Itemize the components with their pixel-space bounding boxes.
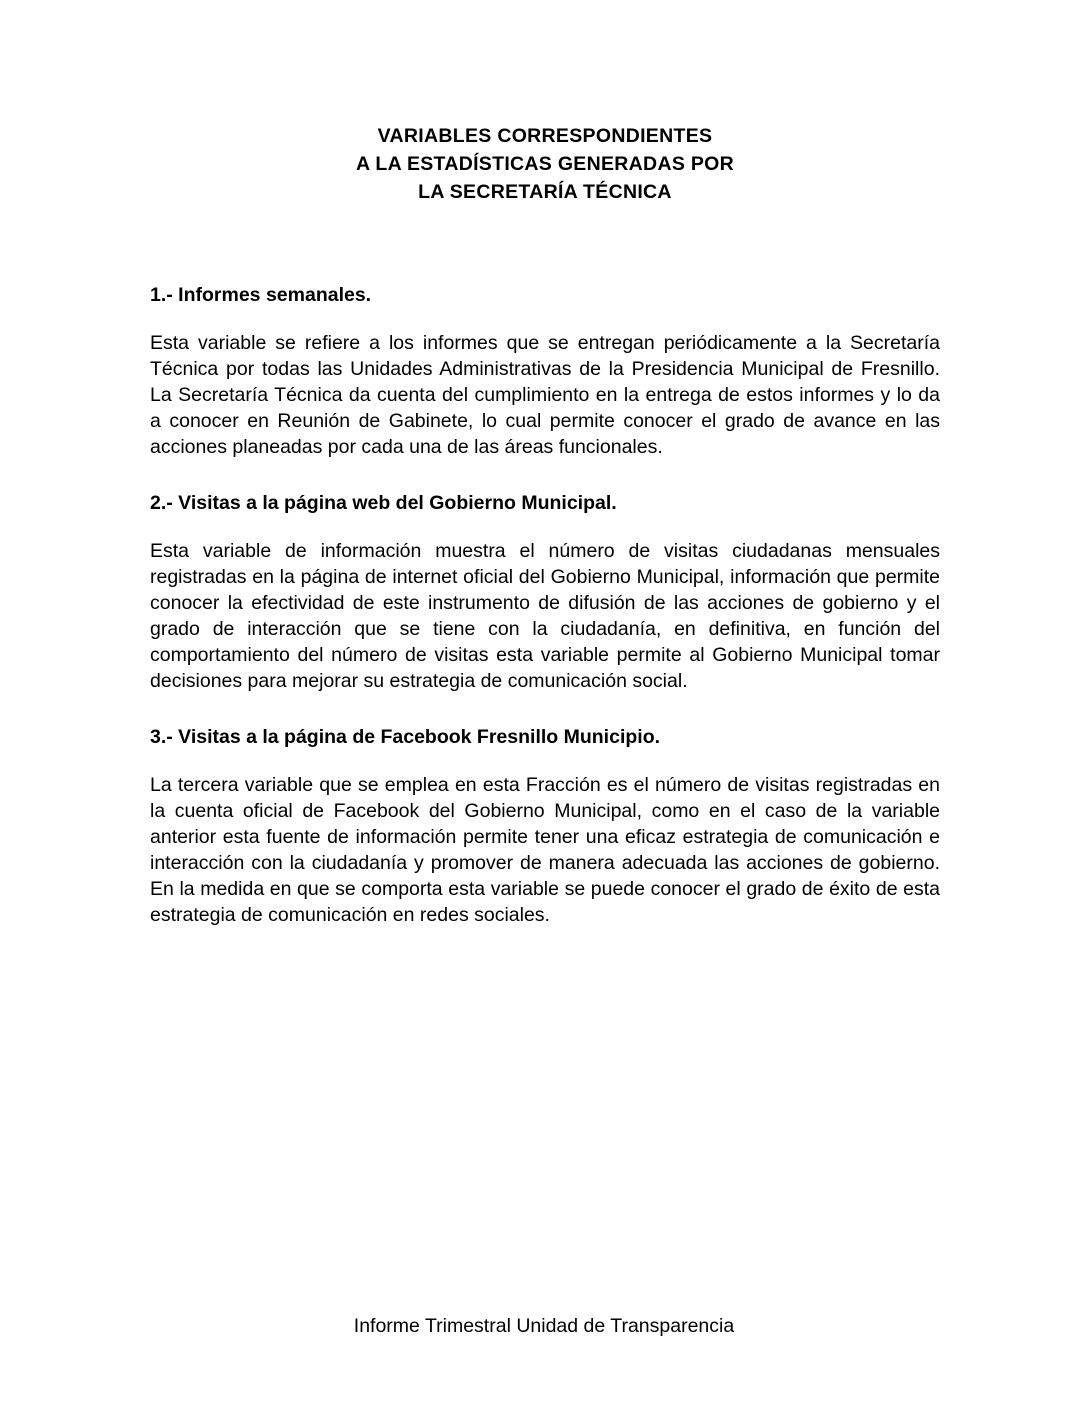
section-1-heading: 1.- Informes semanales. xyxy=(150,284,372,306)
document-title-line-3: LA SECRETARÍA TÉCNICA xyxy=(418,181,672,203)
section-visitas-pagina-web xyxy=(150,490,940,694)
document-title xyxy=(150,122,940,206)
section-1-body: Esta variable se refiere a los informes que se entregan periódicamente a la Secretaría Técnica por todas las Unidades Administrativas de la Presidencia Municipal de Fresnillo. La Secretaría Técnica da cuenta del cumplimiento en la entrega de estos informes y lo da a conocer en Reunión de Gabinete, lo cual permite conocer el grado de avance en las acciones planeadas por cada una de las áreas funcionales. xyxy=(150,332,940,458)
section-informes-semanales xyxy=(150,282,940,460)
document-footer: Informe Trimestral Unidad de Transparencia xyxy=(353,1315,735,1337)
section-2-body: Esta variable de información muestra el número de visitas ciudadanas mensuales registradas en la página de internet oficial del Gobierno Municipal, información que permite conocer la efectividad de este instrumento de difusión de las acciones de gobierno y el grado de interacción que se tiene con la ciudadanía, en definitiva, en función del comportamiento del número de visitas esta variable permite al Gobierno Municipal tomar decisiones para mejorar su estrategia de comunicación social. xyxy=(150,540,940,692)
section-3-body: La tercera variable que se emplea en esta Fracción es el número de visitas registradas en la cuenta oficial de Facebook del Gobierno Municipal, como en el caso de la variable anterior esta fuente de información permite tener una eficaz estrategia de comunicación e interacción con la ciudadanía y promover de manera adecuada las acciones de gobierno. En la medida en que se comporta esta variable se puede conocer el grado de éxito de esta estrategia de comunicación en redes sociales. xyxy=(150,774,940,926)
document-title-line-2: A LA ESTADÍSTICAS GENERADAS POR xyxy=(355,153,735,175)
document-title-line-1: VARIABLES CORRESPONDIENTES xyxy=(377,125,713,147)
section-visitas-facebook xyxy=(150,724,940,928)
section-2-heading: 2.- Visitas a la página web del Gobierno Municipal. xyxy=(150,492,617,514)
section-3-heading: 3.- Visitas a la página de Facebook Fresnillo Municipio. xyxy=(150,726,661,748)
